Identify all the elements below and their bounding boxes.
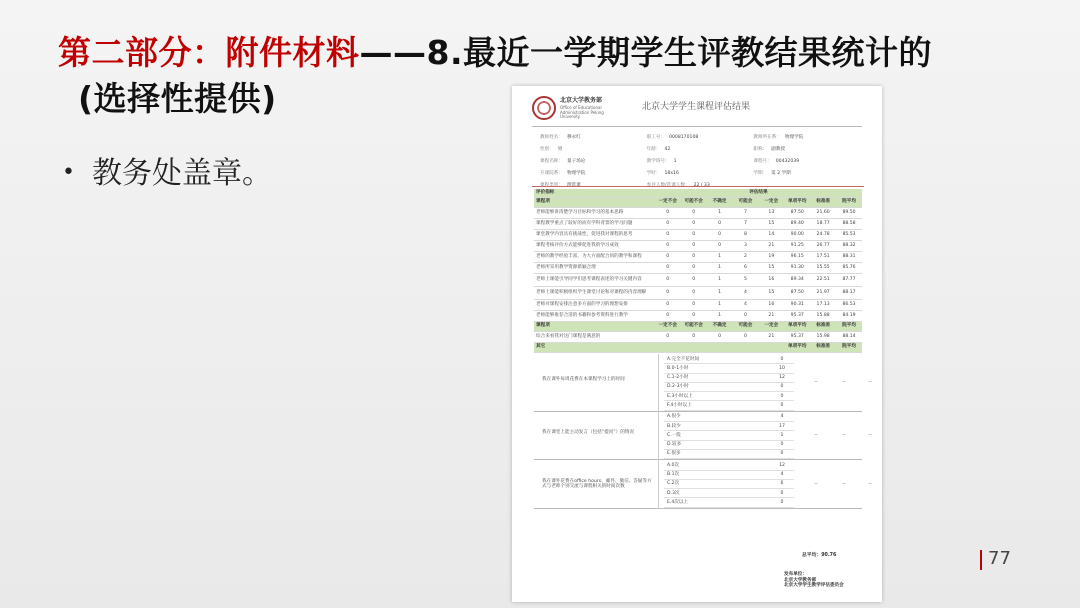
frequency-option bbox=[664, 480, 794, 489]
value-cell: 0 bbox=[655, 286, 681, 299]
frequency-dash: -- bbox=[814, 379, 818, 385]
info-key: 教学班号： bbox=[646, 159, 670, 165]
frequency-option bbox=[664, 401, 794, 410]
value-cell: 0 bbox=[655, 251, 681, 262]
option-label: D.2-3小时 bbox=[667, 384, 689, 390]
frequency-option bbox=[664, 383, 794, 392]
info-value: 副教授 bbox=[771, 147, 785, 153]
info-cell bbox=[753, 171, 860, 176]
value-cell: 2 bbox=[733, 251, 759, 262]
value-cell: 89.34 bbox=[784, 273, 810, 286]
question-cell: 老师对课程安排注意多方面的学习的理想安排 bbox=[534, 299, 655, 310]
option-label: A.0次 bbox=[667, 462, 680, 468]
bullet-text: 教务处盖章。 bbox=[92, 156, 272, 191]
evaluation-table bbox=[534, 189, 862, 353]
frequency-dash: -- bbox=[814, 433, 818, 439]
university-seal-icon bbox=[532, 96, 556, 120]
value-cell: 16 bbox=[758, 273, 784, 286]
table-row bbox=[534, 310, 862, 321]
table-header-row bbox=[534, 321, 862, 331]
frequency-group bbox=[534, 412, 872, 461]
option-label: E.3小时以上 bbox=[667, 393, 693, 399]
info-cell bbox=[540, 159, 647, 164]
header-cell: 其它 bbox=[534, 342, 655, 352]
option-label: C.2次 bbox=[667, 481, 680, 487]
value-cell: 0 bbox=[707, 229, 733, 240]
value-cell: 15 bbox=[758, 218, 784, 229]
option-count: 4 bbox=[780, 414, 784, 420]
question-cell: 老师的教学经验丰富，为大方面配合同的教学和课程 bbox=[534, 251, 655, 262]
option-label: B.0-1小时 bbox=[667, 365, 689, 371]
frequency-dash: -- bbox=[814, 481, 818, 487]
value-cell: 0 bbox=[681, 262, 707, 273]
info-key: 教师姓名： bbox=[540, 135, 563, 141]
table-row bbox=[534, 251, 862, 262]
heading-left: 评价指标 bbox=[534, 189, 655, 197]
frequency-option bbox=[664, 461, 794, 470]
value-cell: 4 bbox=[733, 286, 759, 299]
frequency-option bbox=[664, 413, 794, 422]
value-cell: 88.31 bbox=[836, 251, 862, 262]
option-label: C.一般 bbox=[667, 432, 681, 438]
header-cell bbox=[655, 342, 681, 352]
publisher-signature bbox=[784, 572, 844, 589]
value-cell: 0 bbox=[655, 207, 681, 218]
bullet-item bbox=[62, 148, 272, 192]
question-cell: 综合来看我对这门课程是满意的 bbox=[534, 331, 655, 342]
frequency-option bbox=[664, 450, 794, 459]
question-cell: 课程考核评价方式能够促进我的学习成效 bbox=[534, 240, 655, 251]
value-cell: 21 bbox=[758, 240, 784, 251]
header-cell: 可能会 bbox=[733, 321, 759, 331]
info-key: 职称： bbox=[753, 147, 768, 153]
value-cell: 8 bbox=[733, 229, 759, 240]
value-cell: 21 bbox=[758, 331, 784, 342]
header-cell: 不确定 bbox=[707, 321, 733, 331]
value-cell: 84.19 bbox=[836, 310, 862, 321]
frequency-option bbox=[664, 392, 794, 401]
info-cell bbox=[647, 171, 754, 176]
org-name-en: Office of Educational Administration Peking University bbox=[560, 105, 604, 120]
frequency-options bbox=[664, 461, 794, 507]
value-cell: 85.76 bbox=[836, 262, 862, 273]
option-label: E.4次以上 bbox=[667, 499, 689, 505]
value-cell: 19 bbox=[758, 251, 784, 262]
table-row bbox=[534, 240, 862, 251]
option-label: A.完全不花时间 bbox=[667, 356, 700, 362]
value-cell: 1 bbox=[707, 310, 733, 321]
value-cell: 6 bbox=[733, 262, 759, 273]
header-cell: 课程项 bbox=[534, 321, 655, 331]
info-key: 学时： bbox=[646, 171, 661, 177]
info-row bbox=[540, 168, 860, 180]
value-cell: 87.50 bbox=[784, 286, 810, 299]
frequency-options bbox=[664, 413, 794, 459]
value-cell: 0 bbox=[681, 240, 707, 251]
value-cell: 90.31 bbox=[784, 299, 810, 310]
value-cell: 15.98 bbox=[810, 331, 836, 342]
info-cell bbox=[753, 135, 860, 140]
value-cell: 0 bbox=[655, 310, 681, 321]
option-count: 0 bbox=[780, 490, 784, 496]
info-key: 职工号： bbox=[646, 135, 666, 141]
value-cell: 0 bbox=[655, 273, 681, 286]
info-value: 穆永红 bbox=[566, 135, 581, 141]
value-cell: 0 bbox=[655, 299, 681, 310]
frequency-question: 我在课外花费在office hours、邮件、微信、答疑等方式与老师个别交流与课程相关的时间次数 bbox=[542, 478, 652, 489]
value-cell: 1 bbox=[707, 207, 733, 218]
option-count: 0 bbox=[780, 451, 784, 457]
option-count: 12 bbox=[779, 462, 785, 468]
value-cell: 0 bbox=[655, 331, 681, 342]
info-value: 量子场论 bbox=[566, 159, 586, 165]
frequency-group bbox=[534, 354, 872, 412]
value-cell: 0 bbox=[681, 273, 707, 286]
value-cell: 0 bbox=[655, 262, 681, 273]
info-key: 学期： bbox=[753, 171, 768, 177]
info-row bbox=[540, 144, 860, 156]
value-cell: 21.60 bbox=[810, 207, 836, 218]
option-count: 0 bbox=[780, 499, 784, 505]
header-cell: 标准差 bbox=[810, 342, 836, 352]
option-label: C.1-2小时 bbox=[667, 375, 689, 381]
frequency-dash: -- bbox=[868, 481, 872, 487]
evaluation-document-scan bbox=[512, 86, 882, 602]
header-cell: 可能不会 bbox=[681, 321, 707, 331]
overall-average: 总平均：90.76 bbox=[802, 553, 837, 558]
header-cell: 院平均 bbox=[836, 197, 862, 207]
table-row bbox=[534, 273, 862, 286]
header-cell: 单项平均 bbox=[784, 342, 810, 352]
frequency-option bbox=[664, 498, 794, 507]
value-cell: 0 bbox=[655, 229, 681, 240]
info-value: 物理学院 bbox=[784, 135, 804, 141]
value-cell: 15 bbox=[758, 286, 784, 299]
title-note: (选择性提供) bbox=[78, 79, 277, 118]
info-value: 第 2 学期 bbox=[771, 171, 791, 177]
value-cell: 95.37 bbox=[784, 331, 810, 342]
table-row bbox=[534, 218, 862, 229]
value-cell: 90.00 bbox=[784, 229, 810, 240]
option-count: 10 bbox=[779, 365, 785, 371]
value-cell: 87.77 bbox=[836, 273, 862, 286]
value-cell: 1 bbox=[707, 273, 733, 286]
info-value: 00432039 bbox=[775, 159, 800, 165]
value-cell: 88.14 bbox=[836, 331, 862, 342]
option-count: 0 bbox=[780, 402, 784, 408]
value-cell: 3 bbox=[733, 240, 759, 251]
value-cell: 22.51 bbox=[810, 273, 836, 286]
value-cell: 15 bbox=[758, 262, 784, 273]
column-divider bbox=[658, 354, 659, 412]
table-row bbox=[534, 286, 862, 299]
frequency-option bbox=[664, 489, 794, 498]
option-label: F.4小时以上 bbox=[667, 402, 692, 408]
document-title: 北京大学学生课程评估结果 bbox=[642, 102, 751, 112]
document-header bbox=[532, 94, 862, 124]
header-cell bbox=[707, 342, 733, 352]
header-cell: 一定不会 bbox=[655, 321, 681, 331]
info-cell bbox=[647, 147, 754, 152]
value-cell: 18.77 bbox=[810, 218, 836, 229]
header-cell: 一定会 bbox=[758, 321, 784, 331]
value-cell: 15.55 bbox=[810, 262, 836, 273]
header-cell: 标准差 bbox=[810, 321, 836, 331]
info-cell bbox=[753, 147, 860, 152]
info-key: 开课院系： bbox=[540, 171, 563, 177]
overall-row bbox=[534, 331, 862, 342]
course-info bbox=[540, 132, 860, 192]
info-value: 物理学院 bbox=[566, 171, 586, 177]
info-cell bbox=[540, 171, 647, 176]
option-label: E.很多 bbox=[667, 451, 681, 457]
info-row bbox=[540, 156, 860, 168]
option-count: 0 bbox=[780, 393, 784, 399]
value-cell: 0 bbox=[733, 331, 759, 342]
option-label: B.较少 bbox=[667, 423, 681, 429]
header-cell bbox=[758, 342, 784, 352]
option-label: B.1次 bbox=[667, 472, 680, 478]
value-cell: 88.32 bbox=[836, 240, 862, 251]
value-cell: 1 bbox=[707, 262, 733, 273]
column-divider bbox=[658, 412, 659, 461]
heading-right: 评估结果 bbox=[655, 189, 862, 197]
header-cell: 单项平均 bbox=[784, 197, 810, 207]
table-row bbox=[534, 207, 862, 218]
value-cell: 88.17 bbox=[836, 286, 862, 299]
value-cell: 21 bbox=[758, 310, 784, 321]
page-number-bar bbox=[980, 550, 982, 570]
value-cell: 21.97 bbox=[810, 286, 836, 299]
info-cell bbox=[753, 159, 860, 164]
frequency-option bbox=[664, 441, 794, 450]
value-cell: 0 bbox=[681, 331, 707, 342]
info-cell bbox=[647, 135, 754, 140]
value-cell: 13 bbox=[758, 207, 784, 218]
option-label: D.较多 bbox=[667, 442, 682, 448]
header-cell: 不确定 bbox=[707, 197, 733, 207]
header-cell: 单项平均 bbox=[784, 321, 810, 331]
value-cell: 85.53 bbox=[836, 229, 862, 240]
question-cell: 课程教学重点了较好的而有学科背景的学习问题 bbox=[534, 218, 655, 229]
page-number: 77 bbox=[988, 548, 1011, 569]
table-row bbox=[534, 299, 862, 310]
value-cell: 7 bbox=[733, 207, 759, 218]
value-cell: 86.53 bbox=[836, 299, 862, 310]
info-key: 性别： bbox=[540, 147, 554, 153]
signature-line: 北京大学学生教学评估委员会 bbox=[784, 583, 844, 588]
value-cell: 5 bbox=[733, 273, 759, 286]
value-cell: 89.40 bbox=[784, 218, 810, 229]
option-count: 1 bbox=[780, 432, 784, 438]
value-cell: 0 bbox=[707, 218, 733, 229]
value-cell: 17.51 bbox=[810, 251, 836, 262]
frequency-question: 我在课外每周花费在本课程学习上的时间 bbox=[542, 376, 625, 382]
question-cell: 老师所采用教学资源新颖合理 bbox=[534, 262, 655, 273]
value-cell: 0 bbox=[655, 240, 681, 251]
option-count: 12 bbox=[779, 375, 785, 381]
table-heading-row bbox=[534, 189, 862, 197]
section3-header bbox=[534, 342, 862, 352]
frequency-option bbox=[664, 431, 794, 440]
value-cell: 24.78 bbox=[810, 229, 836, 240]
value-cell: 15.88 bbox=[810, 310, 836, 321]
frequency-dash: -- bbox=[868, 379, 872, 385]
frequency-options bbox=[664, 355, 794, 411]
info-row bbox=[540, 132, 860, 144]
table-row bbox=[534, 262, 862, 273]
info-value: 18x16 bbox=[664, 171, 679, 177]
bullet-dot-icon: • bbox=[62, 160, 75, 185]
value-cell: 14 bbox=[758, 229, 784, 240]
header-cell bbox=[681, 342, 707, 352]
question-cell: 老师上课能积极组织学生课堂讨论和对课程的内容理解 bbox=[534, 286, 655, 299]
frequency-option bbox=[664, 422, 794, 431]
value-cell: 0 bbox=[655, 218, 681, 229]
value-cell: 1 bbox=[707, 299, 733, 310]
info-key: 教师所在系： bbox=[753, 135, 781, 141]
title-topic: ——8.最近一学期学生评教结果统计的 bbox=[359, 33, 932, 72]
value-cell: 0 bbox=[681, 207, 707, 218]
value-cell: 7 bbox=[733, 218, 759, 229]
value-cell: 0 bbox=[733, 310, 759, 321]
value-cell: 91.30 bbox=[784, 262, 810, 273]
option-count: 0 bbox=[780, 384, 784, 390]
info-key: 年龄： bbox=[646, 147, 661, 153]
org-name-cn: 北京大学教务部 bbox=[560, 97, 603, 104]
option-count: 0 bbox=[780, 356, 784, 362]
header-cell: 标准差 bbox=[810, 197, 836, 207]
value-cell: 96.15 bbox=[784, 251, 810, 262]
header-cell: 可能会 bbox=[733, 197, 759, 207]
value-cell: 87.50 bbox=[784, 207, 810, 218]
question-cell: 老师上课能引导同学们思考课程表述的学习关键内容 bbox=[534, 273, 655, 286]
value-cell: 26.77 bbox=[810, 240, 836, 251]
value-cell: 0 bbox=[681, 286, 707, 299]
header-cell: 院平均 bbox=[836, 342, 862, 352]
frequency-option bbox=[664, 364, 794, 373]
frequency-option bbox=[664, 355, 794, 364]
value-cell: 88.58 bbox=[836, 218, 862, 229]
frequency-option bbox=[664, 471, 794, 480]
header-cell: 一定会 bbox=[758, 197, 784, 207]
frequency-dash: -- bbox=[842, 379, 846, 385]
signature-line: 发布单位： bbox=[784, 572, 807, 577]
question-cell: 课堂教学内容具有挑战性，促进我对课程的思考 bbox=[534, 229, 655, 240]
option-count: 0 bbox=[780, 442, 784, 448]
value-cell: 17.13 bbox=[810, 299, 836, 310]
option-count: 4 bbox=[780, 472, 784, 478]
frequency-question: 我在课堂上能主动发言（包括“提问”）的情况 bbox=[542, 430, 635, 436]
option-label: A.很少 bbox=[667, 414, 681, 420]
value-cell: 95.37 bbox=[784, 310, 810, 321]
value-cell: 0 bbox=[681, 299, 707, 310]
info-cell bbox=[540, 135, 647, 140]
value-cell: 16 bbox=[758, 299, 784, 310]
header-divider bbox=[532, 126, 862, 127]
value-cell: 4 bbox=[733, 299, 759, 310]
option-count: 17 bbox=[779, 423, 785, 429]
option-label: D.3次 bbox=[667, 490, 680, 496]
header-cell bbox=[733, 342, 759, 352]
question-cell: 老师能够推荐合适的书籍和参考资料进行教学 bbox=[534, 310, 655, 321]
signature-line: 北京大学教务部 bbox=[784, 577, 817, 583]
value-cell: 0 bbox=[681, 229, 707, 240]
info-key: 课程名称： bbox=[540, 159, 563, 165]
header-cell: 课程项 bbox=[534, 197, 655, 207]
info-value: 42 bbox=[664, 147, 671, 153]
value-cell: 0 bbox=[681, 251, 707, 262]
value-cell: 1 bbox=[707, 286, 733, 299]
info-divider bbox=[532, 186, 864, 187]
question-cell: 老师能够讲清楚学习目标和学习的基本思路 bbox=[534, 207, 655, 218]
frequency-option bbox=[664, 374, 794, 383]
table-header-row bbox=[534, 197, 862, 207]
option-count: 6 bbox=[780, 481, 784, 487]
column-divider bbox=[658, 460, 659, 509]
info-value: 0008170108 bbox=[669, 135, 699, 141]
info-cell bbox=[540, 147, 647, 152]
header-cell: 可能不会 bbox=[681, 197, 707, 207]
info-value: 男 bbox=[557, 147, 563, 153]
info-key: 课程号： bbox=[753, 159, 772, 165]
info-cell bbox=[647, 159, 754, 164]
frequency-dash: -- bbox=[842, 481, 846, 487]
frequency-dash: -- bbox=[868, 433, 872, 439]
value-cell: 0 bbox=[681, 218, 707, 229]
frequency-group bbox=[534, 460, 872, 509]
frequency-dash: -- bbox=[842, 433, 846, 439]
info-value: 1 bbox=[673, 159, 677, 165]
value-cell: 0 bbox=[707, 240, 733, 251]
table-row bbox=[534, 229, 862, 240]
value-cell: 0 bbox=[681, 310, 707, 321]
value-cell: 89.50 bbox=[836, 207, 862, 218]
value-cell: 91.25 bbox=[784, 240, 810, 251]
value-cell: 1 bbox=[707, 251, 733, 262]
header-cell: 一定不会 bbox=[655, 197, 681, 207]
value-cell: 0 bbox=[707, 331, 733, 342]
header-cell: 院平均 bbox=[836, 321, 862, 331]
title-part: 第二部分：附件材料 bbox=[58, 33, 360, 72]
